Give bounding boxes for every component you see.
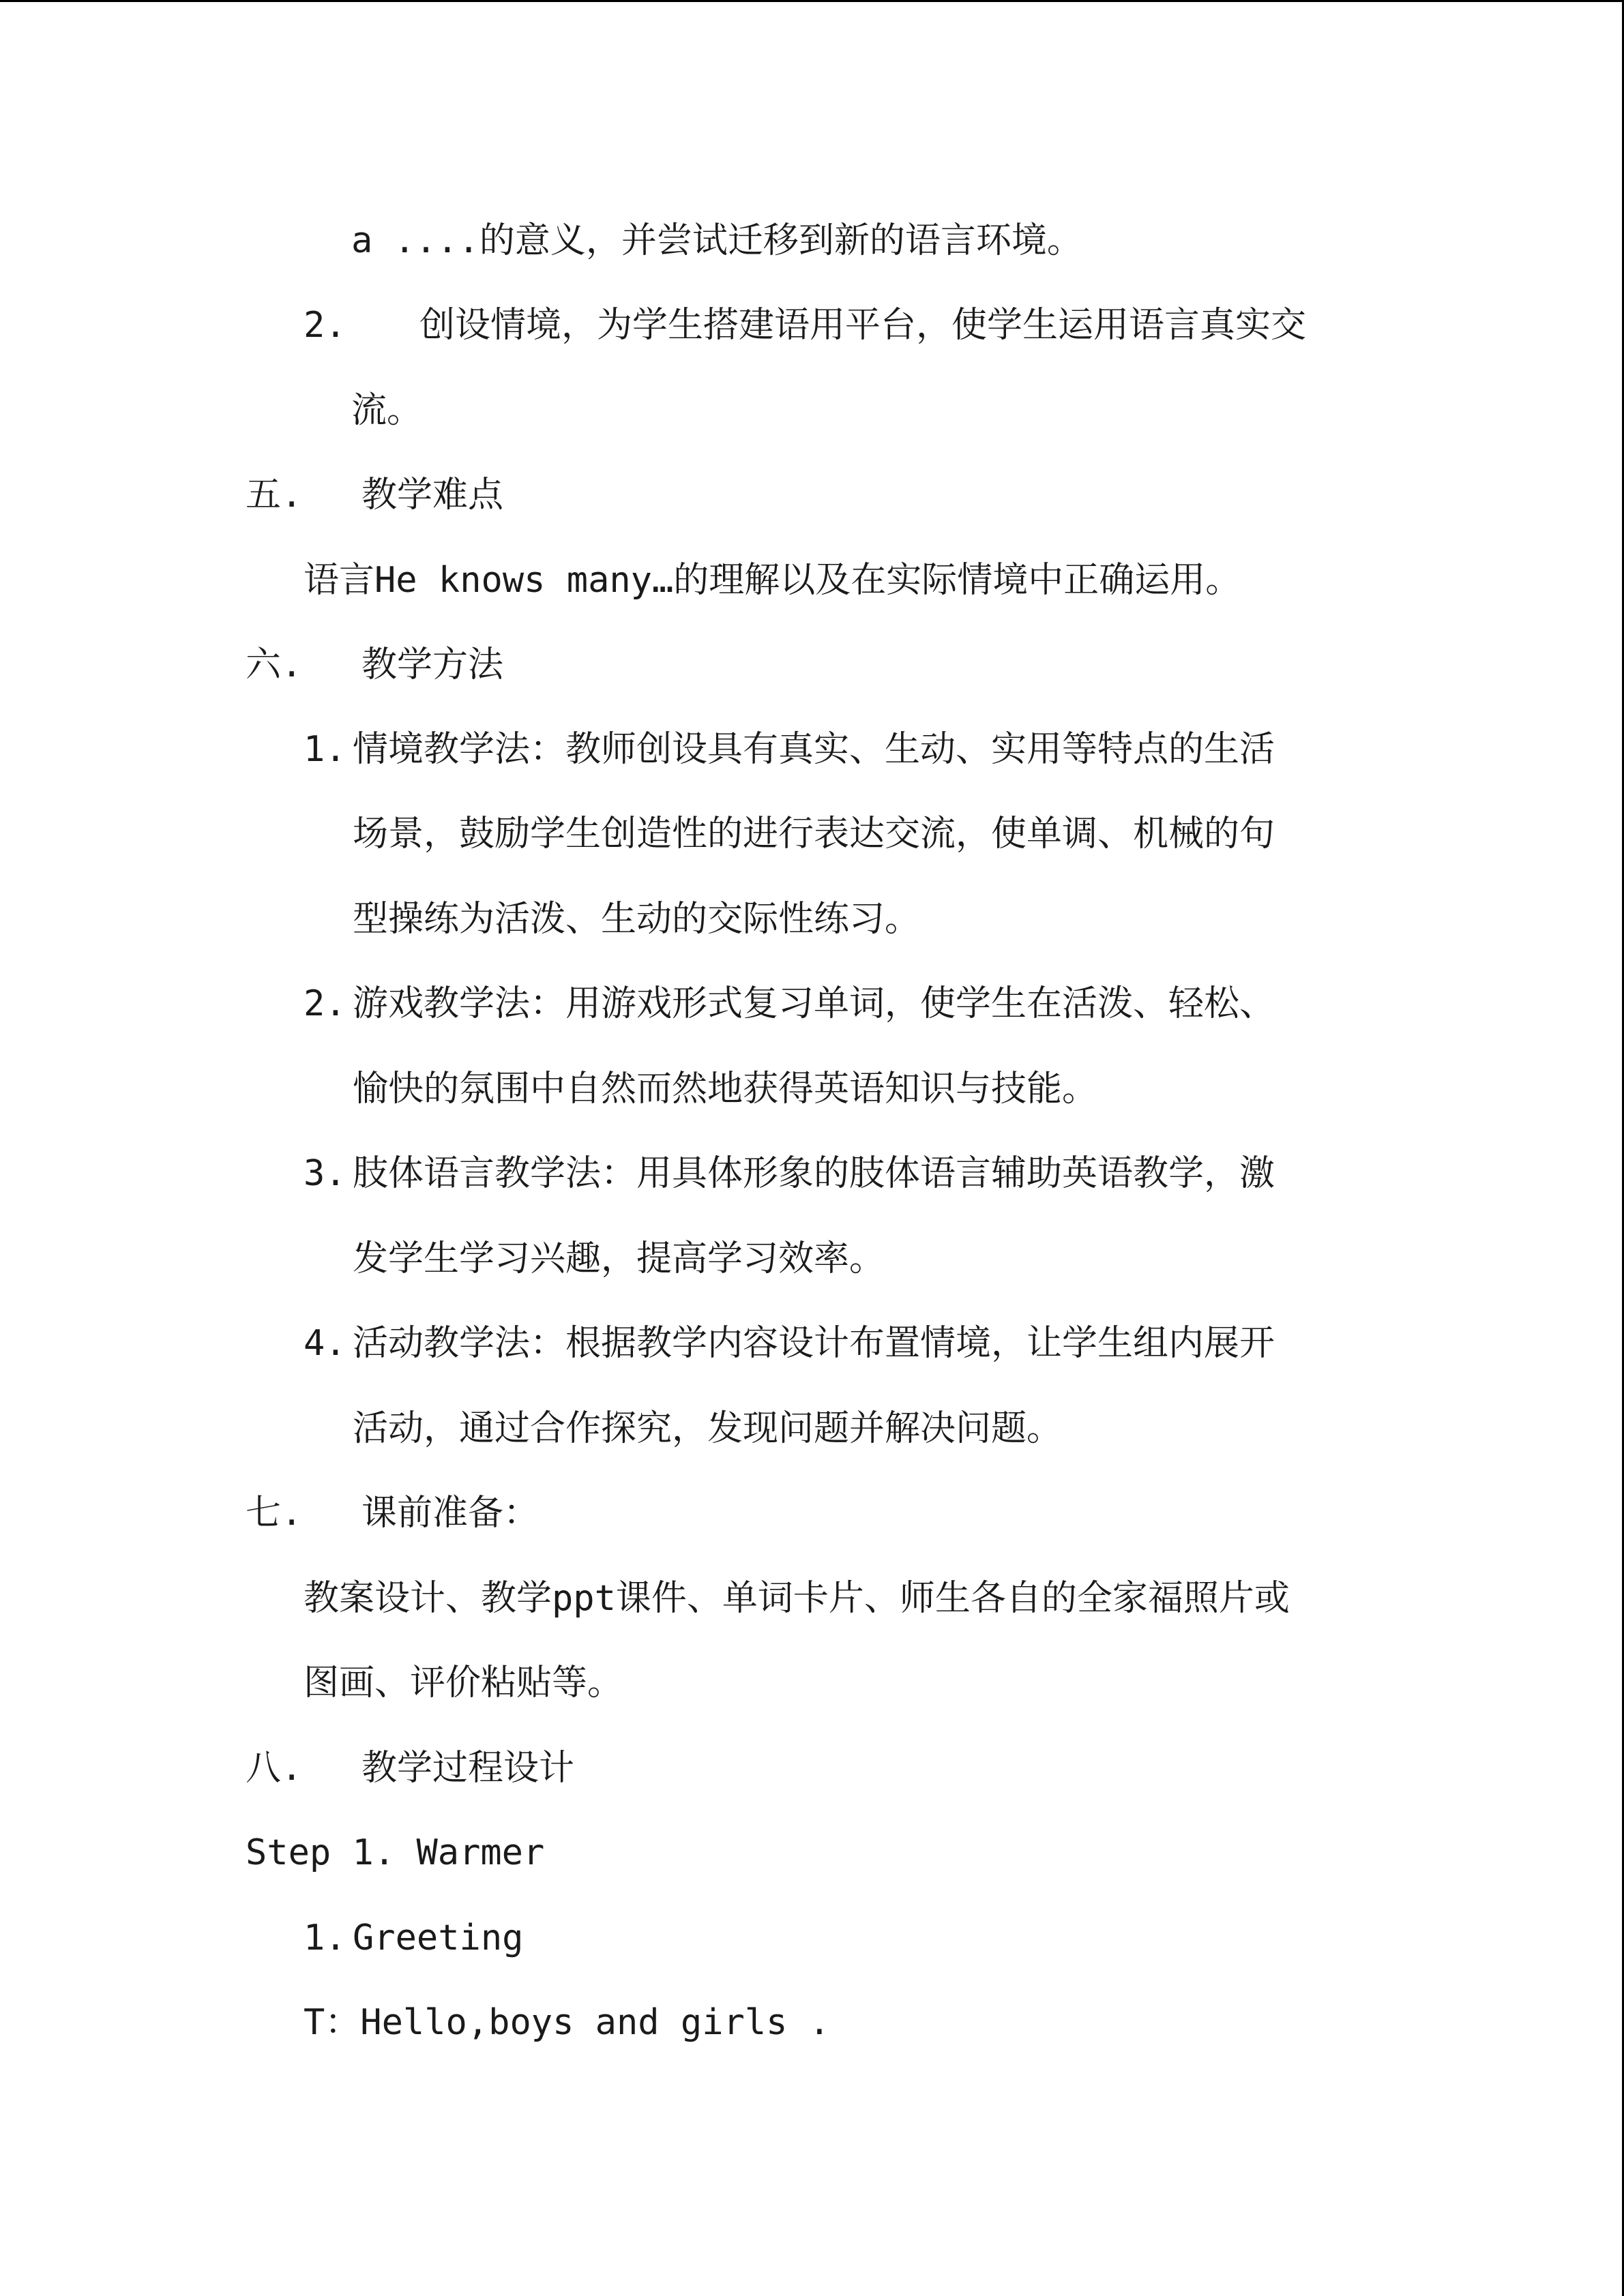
item-text: Greeting xyxy=(353,1918,524,1958)
text-line xyxy=(353,1065,1097,1113)
section-heading xyxy=(246,1744,574,1792)
line-text: 愉快的氛围中自然而然地获得英语知识与技能。 xyxy=(353,1069,1098,1109)
page-top-border xyxy=(0,0,1624,2)
line-text: 型操练为活泼、生动的交际性练习。 xyxy=(353,899,921,940)
line-text: 活动，通过合作探究，发现问题并解决问题。 xyxy=(353,1408,1063,1449)
text-line xyxy=(353,810,1275,858)
item-text: 创设情境，为学生搭建语用平台，使学生运用语言真实交 xyxy=(419,305,1307,346)
line-text: 图画、评价粘贴等。 xyxy=(304,1663,623,1703)
section-title: 教学过程设计 xyxy=(361,1748,575,1789)
list-item xyxy=(304,1320,1275,1367)
line-text: a ....的意义，并尝试迁移到新的语言环境。 xyxy=(351,220,1082,261)
section-title: 教学方法 xyxy=(361,644,504,685)
step-heading xyxy=(246,1829,544,1877)
line-text: 流。 xyxy=(351,390,423,431)
item-text: 情境教学法：教师创设具有真实、生动、实用等特点的生活 xyxy=(353,729,1275,770)
section-title: 课前准备： xyxy=(361,1493,540,1534)
dialogue-line xyxy=(304,1999,830,2046)
section-heading xyxy=(246,471,503,519)
line-text: Step 1. Warmer xyxy=(246,1832,545,1873)
paragraph-line xyxy=(304,556,1241,604)
item-text: 游戏教学法：用游戏形式复习单词，使学生在活泼、轻松、 xyxy=(353,983,1275,1024)
item-number: 4. xyxy=(304,1323,346,1364)
section-number: 五. xyxy=(246,475,303,516)
text-line xyxy=(353,1235,885,1283)
text-line xyxy=(353,895,920,943)
text-line xyxy=(351,217,1082,265)
list-item xyxy=(304,726,1275,773)
item-text: 活动教学法：根据教学内容设计布置情境，让学生组内展开 xyxy=(353,1323,1275,1364)
list-item xyxy=(304,301,1306,349)
paragraph-line xyxy=(304,1575,1290,1622)
list-item xyxy=(304,1914,523,1962)
section-number: 八. xyxy=(246,1748,303,1789)
section-number: 六. xyxy=(246,644,303,685)
list-item xyxy=(304,1150,1275,1197)
section-heading xyxy=(246,641,503,689)
line-text: T：Hello,boys and girls . xyxy=(304,2002,831,2043)
line-text: 语言He knows many…的理解以及在实际情境中正确运用。 xyxy=(304,560,1241,601)
list-item xyxy=(304,980,1275,1028)
text-line xyxy=(351,387,422,434)
item-text: 肢体语言教学法：用具体形象的肢体语言辅助英语教学，激 xyxy=(353,1153,1275,1194)
line-text: 教案设计、教学ppt课件、单词卡片、师生各自的全家福照片或 xyxy=(304,1578,1290,1619)
item-number: 2. xyxy=(304,983,346,1024)
paragraph-line xyxy=(304,1659,623,1707)
section-title: 教学难点 xyxy=(361,475,504,516)
item-number: 1. xyxy=(304,729,346,770)
section-number: 七. xyxy=(246,1493,303,1534)
line-text: 发学生学习兴趣，提高学习效率。 xyxy=(353,1238,885,1279)
item-number: 1. xyxy=(304,1918,346,1958)
item-number: 2. xyxy=(304,305,346,346)
line-text: 场景，鼓励学生创造性的进行表达交流，使单调、机械的句 xyxy=(353,814,1275,854)
text-line xyxy=(353,1405,1062,1452)
section-heading xyxy=(246,1489,539,1537)
item-number: 3. xyxy=(304,1153,346,1194)
